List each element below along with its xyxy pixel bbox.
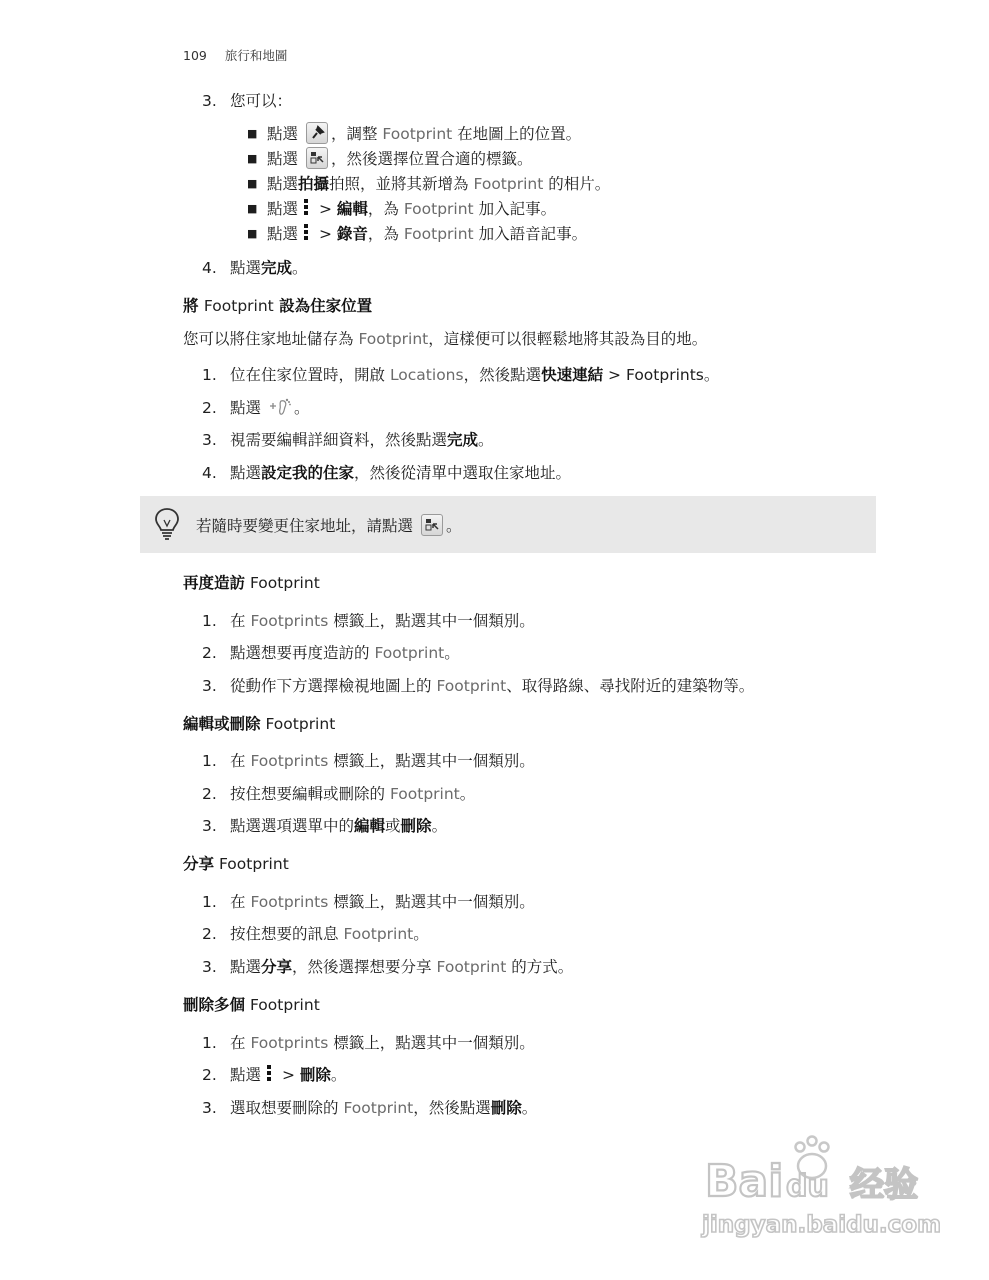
list-item: 1. 在 Footprints 標籤上，點選其中一個類別。: [202, 893, 535, 911]
section-heading-delete: 刪除多個 Footprint: [183, 996, 320, 1014]
list-item: 4. 點選完成。: [202, 259, 308, 277]
select-label-icon: [421, 514, 443, 536]
bullet-marker: ■: [247, 127, 258, 140]
page-header: [183, 46, 287, 64]
select-label-icon: [306, 147, 328, 169]
list-item: 1. 在 Footprints 標籤上，點選其中一個類別。: [202, 1034, 535, 1052]
bullet-marker: ■: [247, 202, 258, 215]
menu-icon: [302, 199, 310, 217]
intro-paragraph: 您可以將住家地址儲存為 Footprint，這樣便可以很輕鬆地將其設為目的地。: [183, 330, 708, 348]
page-number: 109: [183, 48, 207, 63]
bullet-item: ■ 點選 > 錄音，為 Footprint 加入語音記事。: [247, 225, 588, 243]
list-item: 4. 點選設定我的住家，然後從清單中選取住家地址。: [202, 464, 572, 482]
chapter-title: 旅行和地圖: [224, 48, 288, 63]
brand-cn: 经验: [850, 1165, 918, 1205]
list-item: 2. 按住想要編輯或刪除的 Footprint。: [202, 785, 476, 803]
lightbulb-icon: [154, 507, 180, 545]
section-heading-edit: 編輯或刪除 Footprint: [183, 715, 336, 733]
section-heading-share: 分享 Footprint: [183, 855, 289, 873]
brand-bai: Bai: [705, 1156, 784, 1207]
item-number: 3.: [202, 92, 217, 110]
list-item: 2. 點選想要再度造訪的 Footprint。: [202, 644, 460, 662]
section-heading-revisit: 再度造訪 Footprint: [183, 574, 320, 592]
brand-du: du: [786, 1169, 829, 1204]
list-item: 3. 選取想要刪除的 Footprint，然後點選刪除。: [202, 1099, 538, 1117]
brand-url: jingyan.baidu.com: [702, 1212, 940, 1238]
list-item: 2. 點選 > 刪除。: [202, 1066, 347, 1084]
list-item: 2. 按住想要的訊息 Footprint。: [202, 925, 429, 943]
bullet-marker: ■: [247, 227, 258, 240]
list-item: 1. 在 Footprints 標籤上，點選其中一個類別。: [202, 752, 535, 770]
bullet-item: ■ 點選 ，然後選擇位置合適的標籤。: [247, 147, 532, 169]
list-item: 3. 點選選項選單中的編輯或刪除。: [202, 817, 448, 835]
bullet-marker: ■: [247, 177, 258, 190]
list-item: 3. 從動作下方選擇檢視地圖上的 Footprint、取得路線、尋找附近的建築物等。: [202, 677, 755, 695]
list-item: 2. 點選 。: [202, 396, 309, 421]
item-text: 您可以：: [230, 92, 293, 110]
pin-icon: [306, 122, 328, 144]
baidu-logo: [700, 1130, 940, 1245]
list-item: 1. 位在住家位置時，開啟 Locations，然後點選快速連結 > Footprints。: [202, 366, 720, 384]
section-heading-home: 將 Footprint 設為住家位置: [183, 297, 373, 315]
bullet-marker: ■: [247, 152, 258, 165]
list-item: 3. 點選分享，然後選擇想要分享 Footprint 的方式。: [202, 958, 574, 976]
list-item: [202, 89, 292, 111]
list-item: 1. 在 Footprints 標籤上，點選其中一個類別。: [202, 612, 535, 630]
menu-icon: [265, 1065, 273, 1083]
list-item: 3. 視需要編輯詳細資料，然後點選完成。: [202, 431, 494, 449]
tip-text: 若隨時要變更住家地址，請點選 。: [196, 514, 461, 536]
bullet-item: ■ 點選拍攝拍照，並將其新增為 Footprint 的相片。: [247, 175, 611, 193]
menu-icon: [302, 224, 310, 242]
baidu-watermark: [700, 1130, 940, 1249]
add-footprint-icon: [268, 397, 292, 421]
bullet-item: ■ 點選 ，調整 Footprint 在地圖上的位置。: [247, 122, 581, 144]
bullet-item: ■ 點選 > 編輯，為 Footprint 加入記事。: [247, 200, 557, 218]
